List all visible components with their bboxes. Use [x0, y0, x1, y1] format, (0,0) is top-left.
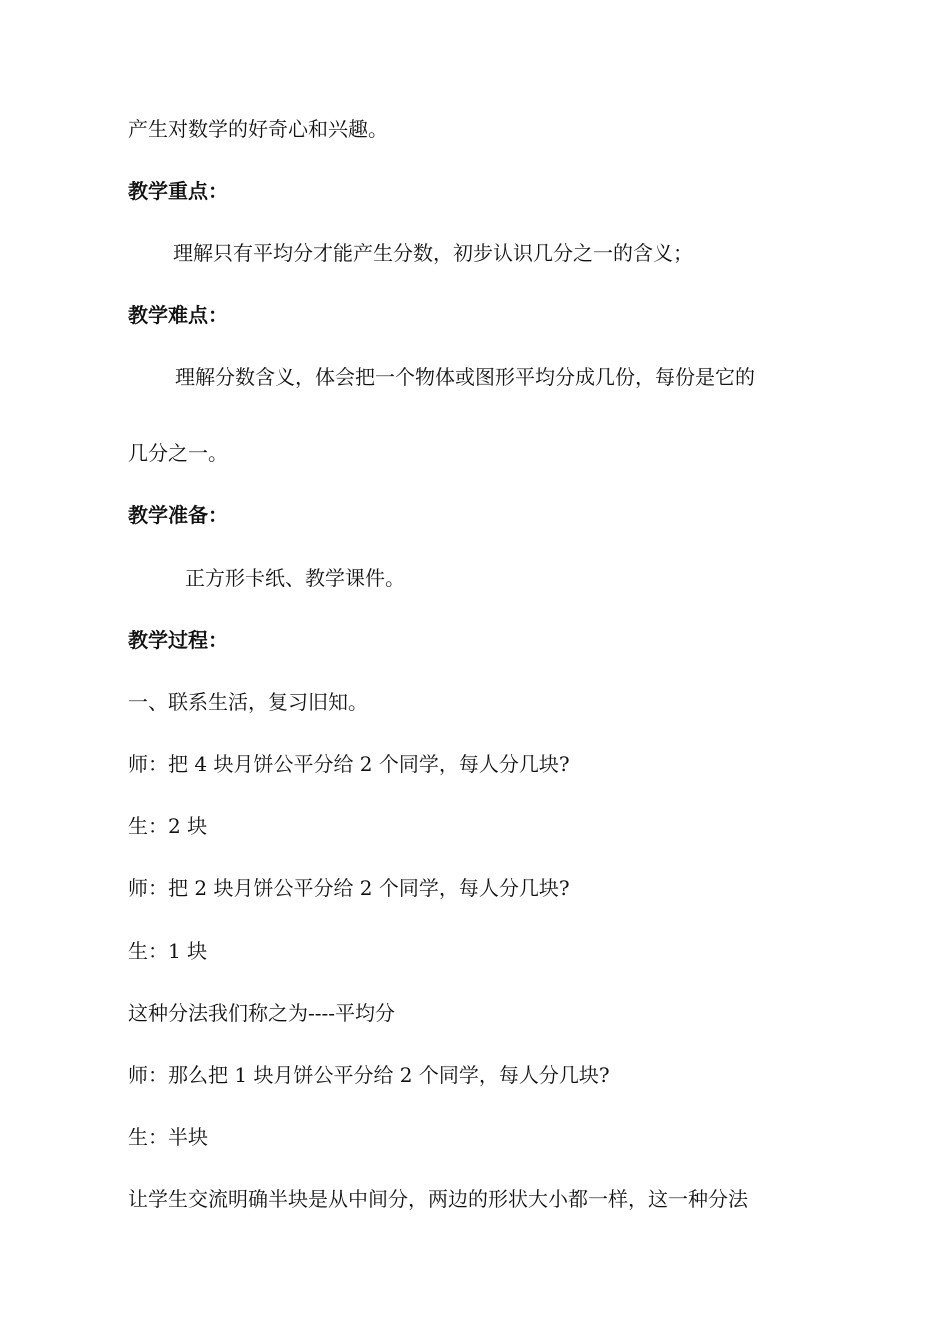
section-heading-preparation: 教学准备：	[128, 503, 228, 527]
text-line: 师：把 4 块月饼公平分给 2 个同学，每人分几块?	[128, 752, 570, 776]
text-line: 理解分数含义，体会把一个物体或图形平均分成几份，每份是它的	[175, 365, 755, 389]
text-line: 生：2 块	[128, 814, 208, 838]
section-heading-difficulties: 教学难点：	[128, 303, 228, 327]
text-line: 这种分法我们称之为----平均分	[128, 1001, 396, 1025]
text-line: 产生对数学的好奇心和兴趣。	[128, 117, 388, 141]
section-heading-process: 教学过程：	[128, 628, 228, 652]
text-line: 正方形卡纸、教学课件。	[185, 566, 405, 590]
section-heading-key-points: 教学重点：	[128, 179, 228, 203]
text-line: 师：那么把 1 块月饼公平分给 2 个同学，每人分几块?	[128, 1063, 610, 1087]
text-line: 生：1 块	[128, 939, 208, 963]
text-line: 几分之一。	[128, 441, 228, 465]
text-line: 一、联系生活，复习旧知。	[128, 690, 368, 714]
text-line: 师：把 2 块月饼公平分给 2 个同学，每人分几块?	[128, 876, 570, 900]
text-line: 让学生交流明确半块是从中间分，两边的形状大小都一样，这一种分法	[128, 1187, 748, 1211]
text-line: 生：半块	[128, 1125, 208, 1149]
text-line: 理解只有平均分才能产生分数，初步认识几分之一的含义；	[173, 241, 693, 265]
